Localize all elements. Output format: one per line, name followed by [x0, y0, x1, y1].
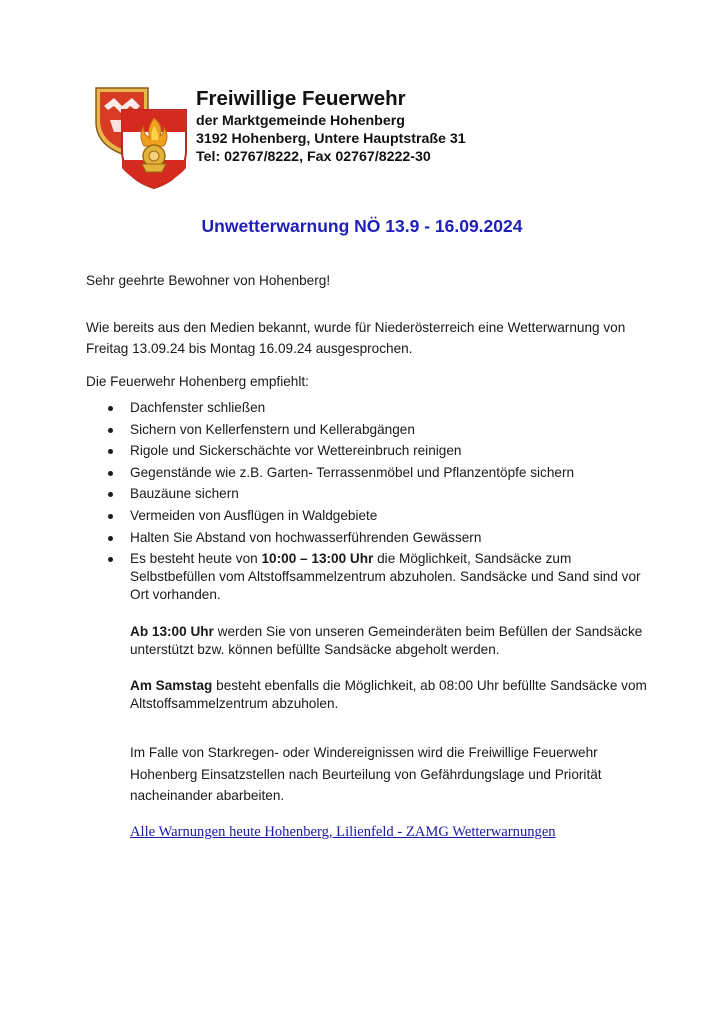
list-item-text: Bauzäune sichern [130, 486, 239, 502]
bullet-icon [108, 449, 113, 454]
list-item-text: Sichern von Kellerfenstern und Kellerabgängen [130, 421, 415, 437]
bullet-icon [108, 471, 113, 476]
recommendation-list [86, 399, 656, 608]
list-item-text: Vermeiden von Ausflügen in Waldgebiete [130, 507, 378, 523]
zamg-warnings-link[interactable]: Alle Warnungen heute Hohenberg, Lilienfeld - ZAMG Wetterwarnungen [130, 824, 556, 840]
bullet-icon [108, 514, 113, 519]
recommendation-heading: Die Feuerwehr Hohenberg empfiehlt: [86, 374, 309, 389]
paragraph-ab-1300-text: werden Sie von unseren Gemeinderäten beim Befüllen der Sandsäcke unterstützt bzw. können befüllte Sandsäcke abgeholt werden. [130, 624, 643, 657]
paragraph-ab-1300-bold: Ab 13:00 Uhr [130, 624, 214, 639]
list-item-text: Gegenstände wie z.B. Garten- Terrassenmöbel und Pflanzentöpfe sichern [130, 464, 575, 480]
paragraph-samstag-bold: Am Samstag [130, 678, 213, 693]
list-item [86, 485, 656, 503]
sandbag-text-post: die Möglichkeit, Sandsäcke zum Selbstbefüllen vom Altstoffsammelzentrum abzuholen. Sandsäcke und Sand sind vor Ort vorhanden. [130, 551, 641, 603]
bullet-icon [108, 557, 113, 562]
list-item [86, 464, 656, 482]
salutation: Sehr geehrte Bewohner von Hohenberg! [86, 273, 331, 288]
bullet-icon [108, 406, 113, 411]
organization-address: 3192 Hohenberg, Untere Hauptstraße 31 [196, 131, 466, 147]
intro-paragraph: Wie bereits aus den Medien bekannt, wurde für Niederösterreich eine Wetterwarnung von Freitag 13.09.24 bis Montag 16.09.24 ausgesprochen. [86, 320, 626, 356]
paragraph-samstag [130, 677, 650, 713]
organization-contact: Tel: 02767/8222, Fax 02767/8222-30 [196, 149, 431, 165]
bullet-icon [108, 536, 113, 541]
document-title: Unwetterwarnung NÖ 13.9 - 16.09.2024 [201, 216, 523, 236]
sandbag-text-pre: Es besteht heute von [130, 551, 262, 567]
list-item-sandbags [86, 550, 656, 604]
fire-brigade-crest-icon [92, 84, 190, 192]
bullet-icon [108, 428, 113, 433]
list-item-text: Halten Sie Abstand von hochwasserführenden Gewässern [130, 529, 482, 545]
list-item-text: Rigole und Sickerschächte vor Wettereinbruch reinigen [130, 443, 462, 459]
list-item [86, 421, 656, 439]
list-item [86, 442, 656, 460]
list-item [86, 529, 656, 547]
paragraph-ab-1300 [130, 623, 650, 659]
paragraph-samstag-text: besteht ebenfalls die Möglichkeit, ab 08:00 Uhr befüllte Sandsäcke vom Altstoffsammelzentrum abzuholen. [130, 678, 647, 711]
organization-name: Freiwillige Feuerwehr [196, 87, 406, 110]
bullet-icon [108, 492, 113, 497]
sandbag-time: 10:00 – 13:00 Uhr [261, 551, 374, 567]
paragraph-einsatz: Im Falle von Starkregen- oder Windereignissen wird die Freiwillige Feuerwehr Hohenberg Einsatzstellen nach Beurteilung von Gefährdungslage und Priorität nacheinander abarbeiten. [130, 745, 602, 803]
list-item-text: Dachfenster schließen [130, 400, 266, 415]
letterhead [196, 86, 656, 166]
list-item [86, 399, 656, 417]
organization-subtitle: der Marktgemeinde Hohenberg [196, 113, 405, 129]
list-item [86, 507, 656, 525]
